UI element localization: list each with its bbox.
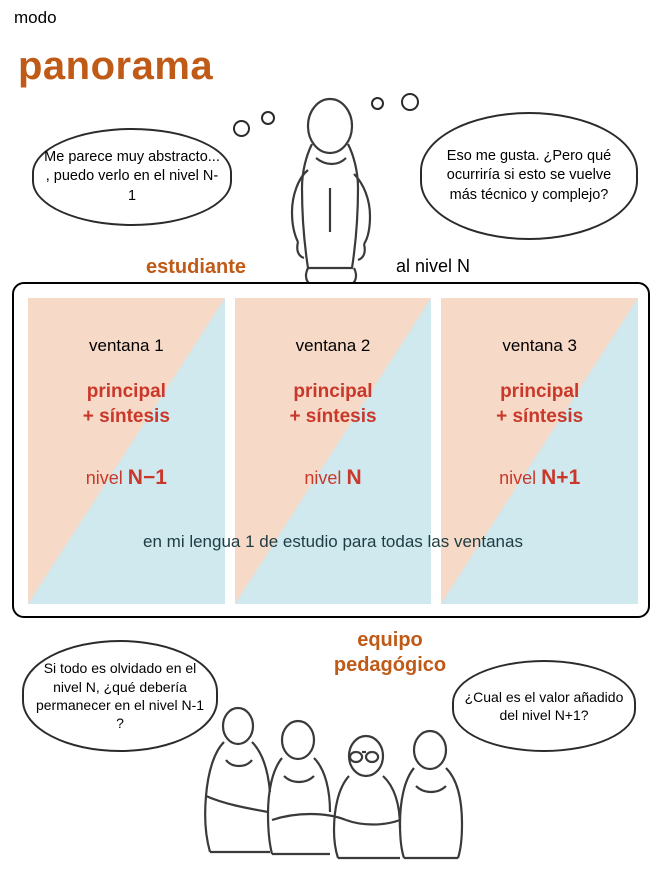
window-main-line2: + síntesis: [496, 405, 584, 427]
mode-label: modo: [14, 8, 57, 27]
student-person-icon: [256, 92, 406, 288]
window-title: ventana 1: [88, 336, 164, 355]
student-level-label: al nivel N: [396, 256, 471, 276]
team-role-line1: equipo: [357, 629, 423, 651]
team-role-label: [290, 628, 490, 678]
team-role-line2: pedagógico: [333, 654, 447, 676]
window-level-value: N−1: [127, 466, 167, 489]
window-title: ventana 3: [502, 336, 578, 355]
window-level-value: N+1: [541, 466, 581, 489]
window-level-prefix: nivel: [499, 468, 542, 488]
thought-bubble-dot: [371, 97, 384, 110]
window-level-value: N: [346, 466, 362, 489]
window-card-2[interactable]: [235, 298, 432, 604]
window-level: [235, 466, 432, 490]
thought-bubble-student-left: [32, 128, 232, 226]
window-main-line1: principal: [293, 381, 373, 402]
thought-bubble-student-left-text: Me parece muy abstracto... , puedo verlo en el nivel N-1: [44, 149, 220, 204]
page-title: panorama: [18, 44, 214, 88]
thought-bubble-dot: [233, 120, 250, 137]
student-role-label: estudiante: [146, 256, 247, 278]
window-level: [28, 466, 225, 490]
window-main-line1: principal: [86, 381, 166, 402]
thought-bubble-dot: [261, 111, 275, 125]
thought-bubble-student-right-text: Eso me gusta. ¿Pero qué ocurriría si esto se vuelve más técnico y complejo?: [446, 148, 612, 203]
window-main-line2: + síntesis: [82, 405, 170, 427]
thought-bubble-dot: [401, 93, 419, 111]
windows-panel: [12, 282, 650, 618]
window-main-line1: principal: [500, 381, 580, 402]
window-card-1[interactable]: [28, 298, 225, 604]
window-level-prefix: nivel: [85, 468, 128, 488]
windows-row: [28, 298, 638, 604]
window-title: ventana 2: [295, 336, 371, 355]
window-level: [441, 466, 638, 490]
thought-bubble-student-right: [420, 112, 638, 240]
window-main-text: [28, 380, 225, 429]
thought-bubble-team-left-text: Si todo es olvidado en el nivel N, ¿qué debería permanecer en el nivel N-1 ?: [35, 660, 205, 732]
window-main-line2: + síntesis: [289, 405, 377, 427]
window-card-3[interactable]: [441, 298, 638, 604]
thought-bubble-team-right-text: ¿Cual es el valor añadido del nivel N+1?: [464, 688, 624, 723]
window-main-text: [235, 380, 432, 429]
window-main-text: [441, 380, 638, 429]
teaching-team-group-icon: [176, 700, 486, 860]
window-level-prefix: nivel: [304, 468, 347, 488]
windows-footer-text: en mi lengua 1 de estudio para todas las ventanas: [143, 532, 523, 551]
